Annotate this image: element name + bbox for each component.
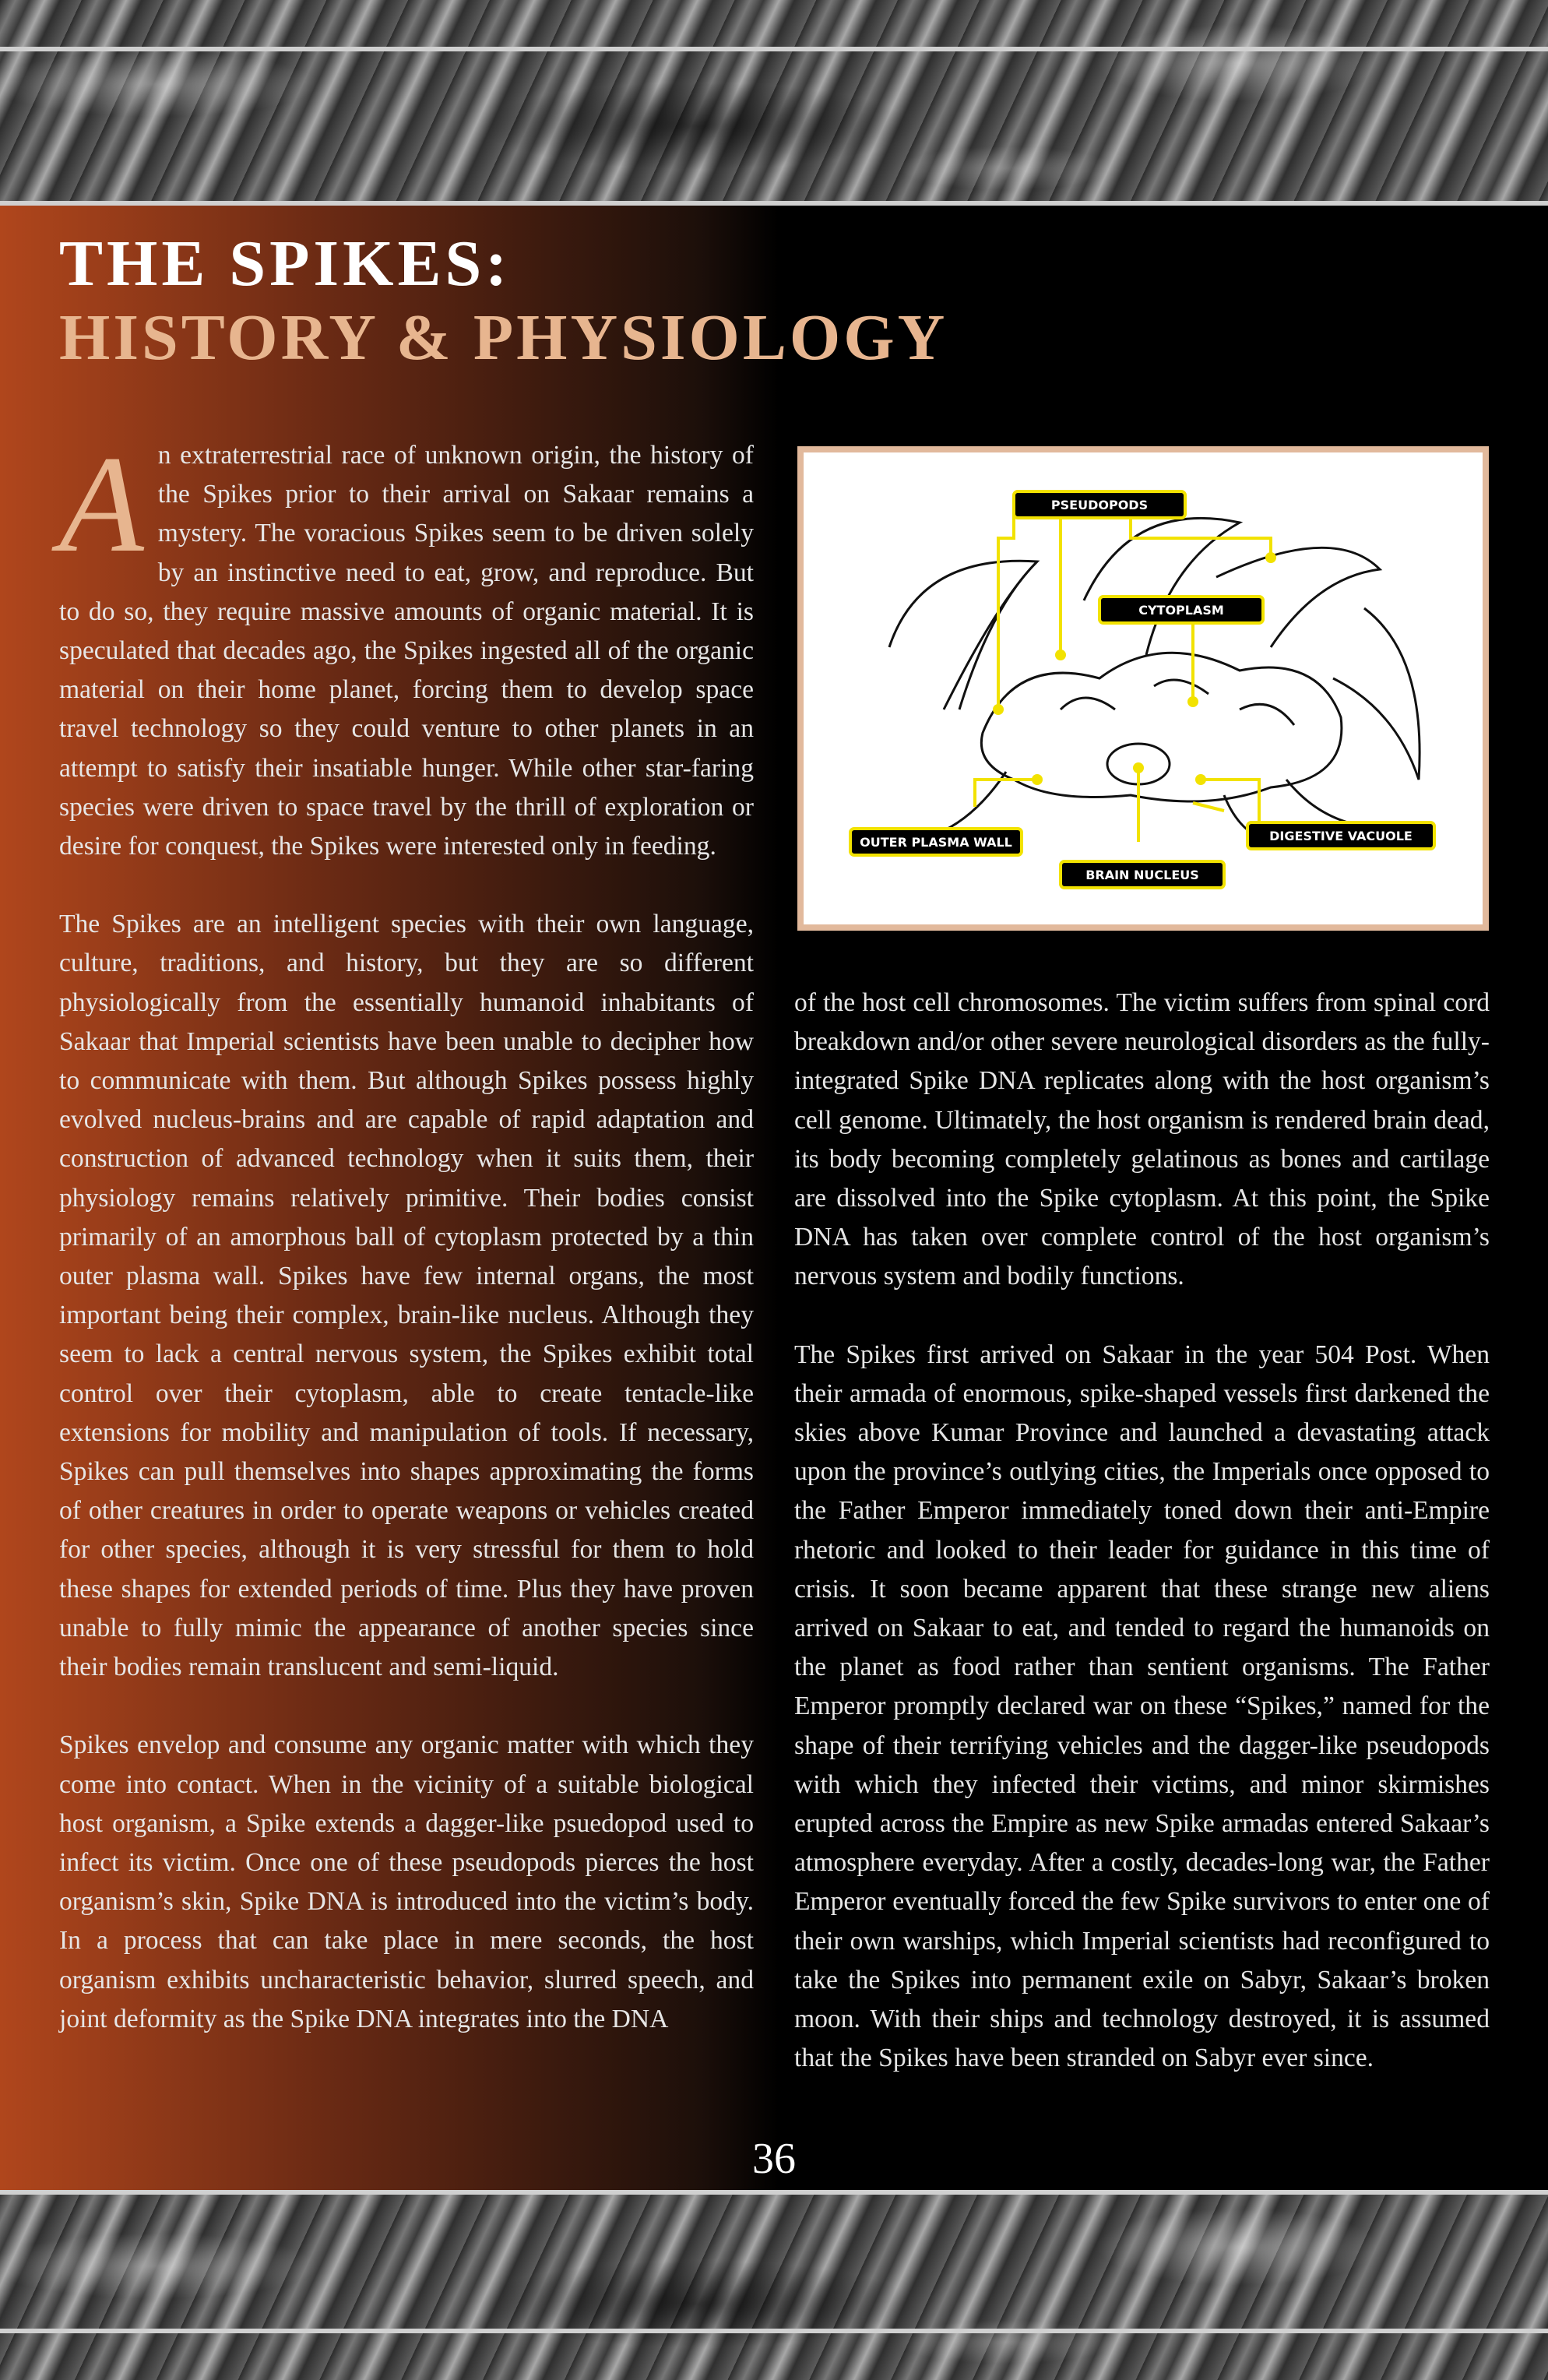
body-texture: [1061, 680, 1294, 725]
label-outer-plasma-wall: [850, 829, 1022, 855]
label-text: DIGESTIVE VACUOLE: [1269, 829, 1413, 843]
drop-cap: A: [59, 427, 144, 581]
page-subtitle: HISTORY & PHYSIOLOGY: [59, 301, 948, 374]
callout-leaders: [975, 509, 1271, 842]
callout-dot: [1032, 774, 1043, 785]
paragraph-infection: Spikes envelop and consume any organic matter with which they come into contact. When in the vicinity of a suitable biological host organism, a Spike extends a dagger-like psuedopod used to infect its victim. Once one of these pseudopods pierces the host organism’s skin, Spike DNA is introduced into the victim’s body. In a process that can take place in mere seconds, the host organism exhibits uncharacteristic behavior, slurred speech, and joint deformity as the Spike DNA integrates into the DNA: [59, 1730, 754, 2033]
callout-dot: [1265, 552, 1276, 563]
label-text: OUTER PLASMA WALL: [860, 835, 1012, 850]
paragraph-dna-takeover: of the host cell chromosomes. The victim suffers from spinal cord breakdown and/or other severe neurological disorders as the fully-integrated Spike DNA replicates along with the host organism’s cell genome. Ultimately, the host organism is rendered brain dead, its body becoming completely gelatinous as bones and cartilage are dissolved into the Spike cytoplasm. At this point, the Spike DNA has taken over complete control of the host organism’s nervous system and bodily functions.: [794, 988, 1490, 1291]
spike-anatomy-diagram: [797, 446, 1489, 931]
bottom-marble-border: [0, 2190, 1548, 2380]
callout-dot: [993, 704, 1004, 715]
label-text: CYTOPLASM: [1138, 603, 1224, 618]
text-column-left: [59, 427, 754, 2078]
callout-dot: [1187, 696, 1198, 707]
callout-lines: [975, 509, 1271, 842]
label-cytoplasm: [1099, 597, 1263, 623]
callout-dot: [1133, 762, 1144, 773]
top-marble-border: [0, 0, 1548, 210]
bottom-border-line: [0, 2190, 1548, 2195]
paragraph-text: n extraterrestrial race of unknown origin, the history of the Spikes prior to their arrival on Sakaar remains a mystery. The voracious Spikes seem to be driven solely by an instinctive need to eat, grow, and reproduce. But to do so, they require massive amounts of organic material. It is speculated that decades ago, the Spikes ingested all of the organic material on their home planet, forcing them to develop space travel technology so they could venture to other planets in an attempt to satisfy their insatiable hunger. While other star-faring species were driven to space travel by the thrill of exploration or desire for conquest, the Spikes were interested only in feeding.: [59, 441, 754, 861]
spike-diagram-svg: [804, 452, 1483, 924]
bottom-border-line-lower: [0, 2329, 1548, 2333]
label-pseudopods: [1014, 491, 1185, 518]
page-number: 36: [752, 2135, 796, 2183]
text-column-right: [794, 984, 1490, 2117]
far-right-pseudopod: [1333, 608, 1420, 780]
callout-dot: [1055, 650, 1066, 660]
paragraph-arrival: The Spikes first arrived on Sakaar in the year 504 Post. When their armada of enormous, spike-shaped vessels first darkened the skies above Kumar Province and launched a devastating attack upon the province’s outlying cities, the Imperials once opposed to the Father Emperor immediately toned down their anti-Empire rhetoric and looked to their leader for guidance in this time of crisis. It soon became apparent that these strange new aliens arrived on Sakaar to eat, and tended to regard the humanoids on the planet as food rather than sentient organisms. The Father Emperor promptly declared war on these “Spikes,” named for the shape of their terrifying vehicles and the dagger-like pseudopods with which they infected their victims, and minor skirmishes erupted across the Empire as new Spike armadas entered Sakaar’s atmosphere everyday. After a costly, decades-long war, the Father Emperor eventually forced the few Spike survivors to enter one of their own warships, which Imperial scientists had reconfigured to take the Spikes into permanent exile on Sabyr, Sakaar’s broken moon. With their ships and technology destroyed, it is assumed that the Spikes have been stranded on Sabyr ever since.: [794, 1340, 1490, 2073]
paragraph-intro: [59, 427, 754, 866]
top-border-line: [0, 47, 1548, 51]
callout-dot: [1195, 774, 1206, 785]
page-title: THE SPIKES:: [59, 227, 512, 300]
label-text: PSEUDOPODS: [1050, 498, 1149, 512]
spike-creature-drawing: [889, 518, 1420, 842]
label-text: BRAIN NUCLEUS: [1085, 868, 1199, 882]
label-digestive-vacuole: [1247, 822, 1434, 849]
label-brain-nucleus: [1061, 861, 1224, 888]
paragraph-physiology: The Spikes are an intelligent species with their own language, culture, traditions, and history, but they are so different physiologically from the essentially humanoid inhabitants of Sakaar that Imperial scientists have been unable to decipher how to communicate with them. But although Spikes possess highly evolved nucleus-brains and are capable of rapid adaptation and construction of advanced technology when it suits them, their physiology remains relatively primitive. Their bodies consist primarily of an amorphous ball of cytoplasm protected by a thin outer plasma wall. Spikes have few internal organs, the most important being their complex, brain-like nucleus. Although they seem to lack a central nervous system, the Spikes exhibit total control over their cytoplasm, able to create tentacle-like extensions for mobility and manipulation of tools. If necessary, Spikes can pull themselves into shapes approximating the forms of other creatures in order to operate weapons or vehicles created for other species, although it is very stressful for them to hold these shapes for extended periods of time. Plus they have proven unable to fully mimic the appearance of another species since their bodies remain translucent and semi-liquid.: [59, 910, 754, 1682]
